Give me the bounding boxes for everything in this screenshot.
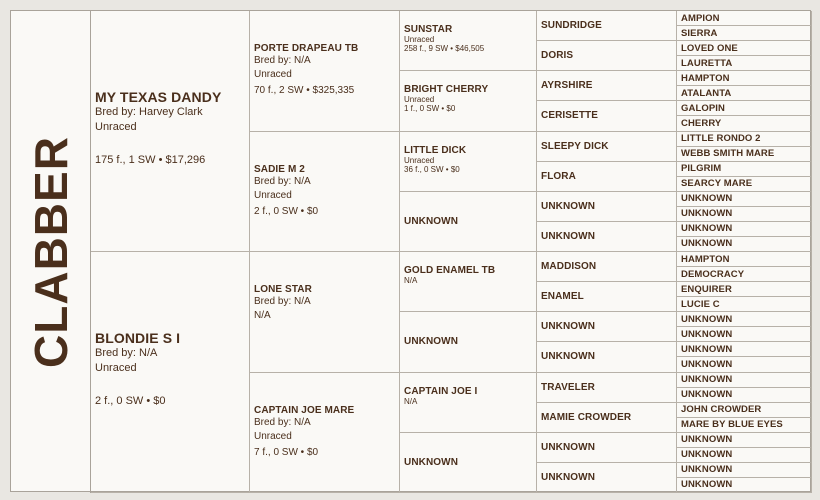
race-record: Unraced <box>404 155 435 165</box>
horse-name: LOVED ONE <box>681 42 738 54</box>
gen4-cell <box>537 342 677 372</box>
subject-name: CLABBER <box>24 136 77 368</box>
race-record: N/A <box>404 276 418 285</box>
gen5-cell <box>677 222 812 237</box>
horse-name: LONE STAR <box>254 284 312 295</box>
horse-name: UNKNOWN <box>681 223 733 235</box>
race-record: Unraced <box>95 121 137 133</box>
gen3-cell <box>400 373 537 433</box>
offspring-stats: 258 f., 9 SW • $46,505 <box>404 44 485 53</box>
gen5-cell <box>677 327 812 342</box>
gen5-cell <box>677 101 812 116</box>
offspring-stats: 2 f., 0 SW • $0 <box>95 395 166 407</box>
horse-name: UNKNOWN <box>681 313 733 325</box>
gen4-cell <box>537 403 677 433</box>
horse-name: UNKNOWN <box>681 358 733 370</box>
horse-name: DEMOCRACY <box>681 268 745 280</box>
horse-name: ENAMEL <box>541 291 584 303</box>
gen5-cell <box>677 177 812 192</box>
gen1-cell <box>91 252 250 493</box>
gen5-cell <box>677 388 812 403</box>
horse-name: CAPTAIN JOE I <box>404 385 478 397</box>
offspring-stats: 7 f., 0 SW • $0 <box>254 446 319 458</box>
horse-name: BRIGHT CHERRY <box>404 84 489 96</box>
horse-name: UNKNOWN <box>681 208 733 220</box>
horse-name: AMPION <box>681 12 720 24</box>
gen4-cell <box>537 132 677 162</box>
horse-name: GOLD ENAMEL TB <box>404 265 496 276</box>
gen3-cell <box>400 312 537 372</box>
gen5-cell <box>677 56 812 71</box>
horse-name: UNKNOWN <box>541 351 596 363</box>
horse-name: LUCIE C <box>681 298 720 310</box>
horse-name: GALOPIN <box>681 102 725 114</box>
gen5-cell <box>677 86 812 101</box>
gen5-cell <box>677 373 812 388</box>
breeder: Bred by: N/A <box>254 175 311 187</box>
gen5-cell <box>677 162 812 177</box>
gen1-cell <box>91 11 250 252</box>
gen2-cell <box>250 373 400 494</box>
offspring-stats: 1 f., 0 SW • $0 <box>404 104 456 114</box>
gen5-cell <box>677 11 812 26</box>
gen5-cell <box>677 312 812 327</box>
horse-name: UNKNOWN <box>681 479 733 491</box>
horse-name: CERISETTE <box>541 110 599 122</box>
gen4-cell <box>537 162 677 192</box>
gen5-cell <box>677 207 812 222</box>
gen4-cell <box>537 373 677 403</box>
gen4-cell <box>537 433 677 463</box>
gen5-cell <box>677 192 812 207</box>
horse-name: UNKNOWN <box>681 389 733 401</box>
gen4-cell <box>537 101 677 131</box>
horse-name: UNKNOWN <box>541 230 596 242</box>
gen4-cell <box>537 252 677 282</box>
gen3-cell <box>400 11 537 71</box>
horse-name: UNKNOWN <box>404 456 459 468</box>
gen2-cell <box>250 11 400 132</box>
gen5-cell <box>677 342 812 357</box>
gen4-cell <box>537 222 677 252</box>
horse-name: SUNSTAR <box>404 24 453 35</box>
horse-name: UNKNOWN <box>541 321 596 333</box>
horse-name: FLORA <box>541 170 576 182</box>
gen5-cell <box>677 418 812 433</box>
horse-name: UNKNOWN <box>541 471 596 483</box>
gen5-cell <box>677 132 812 147</box>
horse-name: LITTLE DICK <box>404 144 467 156</box>
horse-name: UNKNOWN <box>681 449 733 461</box>
pedigree-chart <box>10 10 811 492</box>
gen4-cell <box>537 71 677 101</box>
breeder: Bred by: N/A <box>254 416 311 428</box>
horse-name: SADIE M 2 <box>254 163 305 175</box>
gen5-cell <box>677 297 812 312</box>
horse-name: HAMPTON <box>681 72 730 84</box>
horse-name: UNKNOWN <box>681 238 733 250</box>
horse-name: SIERRA <box>681 27 718 39</box>
horse-name: MADDISON <box>541 261 597 273</box>
horse-name: HAMPTON <box>681 253 730 265</box>
gen4-cell <box>537 463 677 493</box>
gen5-cell <box>677 252 812 267</box>
horse-name: JOHN CROWDER <box>681 404 762 416</box>
breeder: Bred by: Harvey Clark <box>95 106 203 118</box>
race-record: Unraced <box>95 362 137 374</box>
gen5-cell <box>677 116 812 131</box>
horse-name: UNKNOWN <box>681 374 733 386</box>
gen5-cell <box>677 26 812 41</box>
race-record: Unraced <box>254 69 292 80</box>
gen4-cell <box>537 41 677 71</box>
horse-name: ENQUIRER <box>681 283 732 295</box>
horse-name: UNKNOWN <box>541 200 596 212</box>
horse-name: PORTE DRAPEAU TB <box>254 43 359 54</box>
offspring-stats: 36 f., 0 SW • $0 <box>404 164 460 174</box>
gen4-cell <box>537 192 677 222</box>
gen4-cell <box>537 312 677 342</box>
horse-name: PILGRIM <box>681 163 722 175</box>
gen5-cell <box>677 463 812 478</box>
race-record: N/A <box>404 396 418 406</box>
horse-name: UNKNOWN <box>404 215 459 227</box>
race-record: Unraced <box>404 95 435 105</box>
breeder: Bred by: N/A <box>95 347 158 359</box>
race-record: Unraced <box>254 430 292 442</box>
gen5-cell <box>677 267 812 282</box>
gen2-cell <box>250 252 400 373</box>
offspring-stats: 2 f., 0 SW • $0 <box>254 205 319 217</box>
horse-name: SUNDRIDGE <box>541 20 602 32</box>
horse-name: UNKNOWN <box>541 441 596 453</box>
gen2-cell <box>250 132 400 253</box>
horse-name: MAMIE CROWDER <box>541 411 632 423</box>
horse-name: CHERRY <box>681 117 722 129</box>
breeder: Bred by: N/A <box>254 55 311 66</box>
gen5-cell <box>677 403 812 418</box>
offspring-stats: 175 f., 1 SW • $17,296 <box>95 154 206 166</box>
gen3-cell <box>400 433 537 493</box>
horse-name: LAURETTA <box>681 57 733 69</box>
horse-name: MY TEXAS DANDY <box>95 89 222 105</box>
horse-name: UNKNOWN <box>681 343 733 355</box>
horse-name: UNKNOWN <box>681 464 733 476</box>
gen5-cell <box>677 147 812 162</box>
offspring-stats: 70 f., 2 SW • $325,335 <box>254 85 355 96</box>
gen3-cell <box>400 132 537 192</box>
gen4-cell <box>537 11 677 41</box>
gen5-cell <box>677 448 812 463</box>
horse-name: CAPTAIN JOE MARE <box>254 404 355 416</box>
race-record: N/A <box>254 310 271 321</box>
horse-name: TRAVELER <box>541 381 595 393</box>
gen5-cell <box>677 433 812 448</box>
gen4-cell <box>537 282 677 312</box>
gen3-cell <box>400 192 537 252</box>
race-record: Unraced <box>404 35 435 44</box>
horse-name: UNKNOWN <box>681 328 733 340</box>
horse-name: UNKNOWN <box>681 193 733 205</box>
horse-name: ATALANTA <box>681 87 732 99</box>
horse-name: UNKNOWN <box>404 336 459 348</box>
horse-name: MARE BY BLUE EYES <box>681 419 783 431</box>
horse-name: SLEEPY DICK <box>541 140 609 152</box>
horse-name: LITTLE RONDO 2 <box>681 133 761 145</box>
gen5-cell <box>677 237 812 252</box>
race-record: Unraced <box>254 189 292 201</box>
horse-name: SEARCY MARE <box>681 178 753 190</box>
horse-name: BLONDIE S I <box>95 330 181 346</box>
horse-name: DORIS <box>541 50 574 62</box>
breeder: Bred by: N/A <box>254 296 311 307</box>
gen5-cell <box>677 282 812 297</box>
gen3-cell <box>400 252 537 312</box>
horse-name: WEBB SMITH MARE <box>681 148 775 160</box>
subject-panel <box>11 11 91 493</box>
gen5-cell <box>677 71 812 86</box>
horse-name: UNKNOWN <box>681 434 733 446</box>
gen5-cell <box>677 478 812 493</box>
horse-name: AYRSHIRE <box>541 80 593 92</box>
gen5-cell <box>677 41 812 56</box>
gen3-cell <box>400 71 537 131</box>
gen5-cell <box>677 357 812 372</box>
